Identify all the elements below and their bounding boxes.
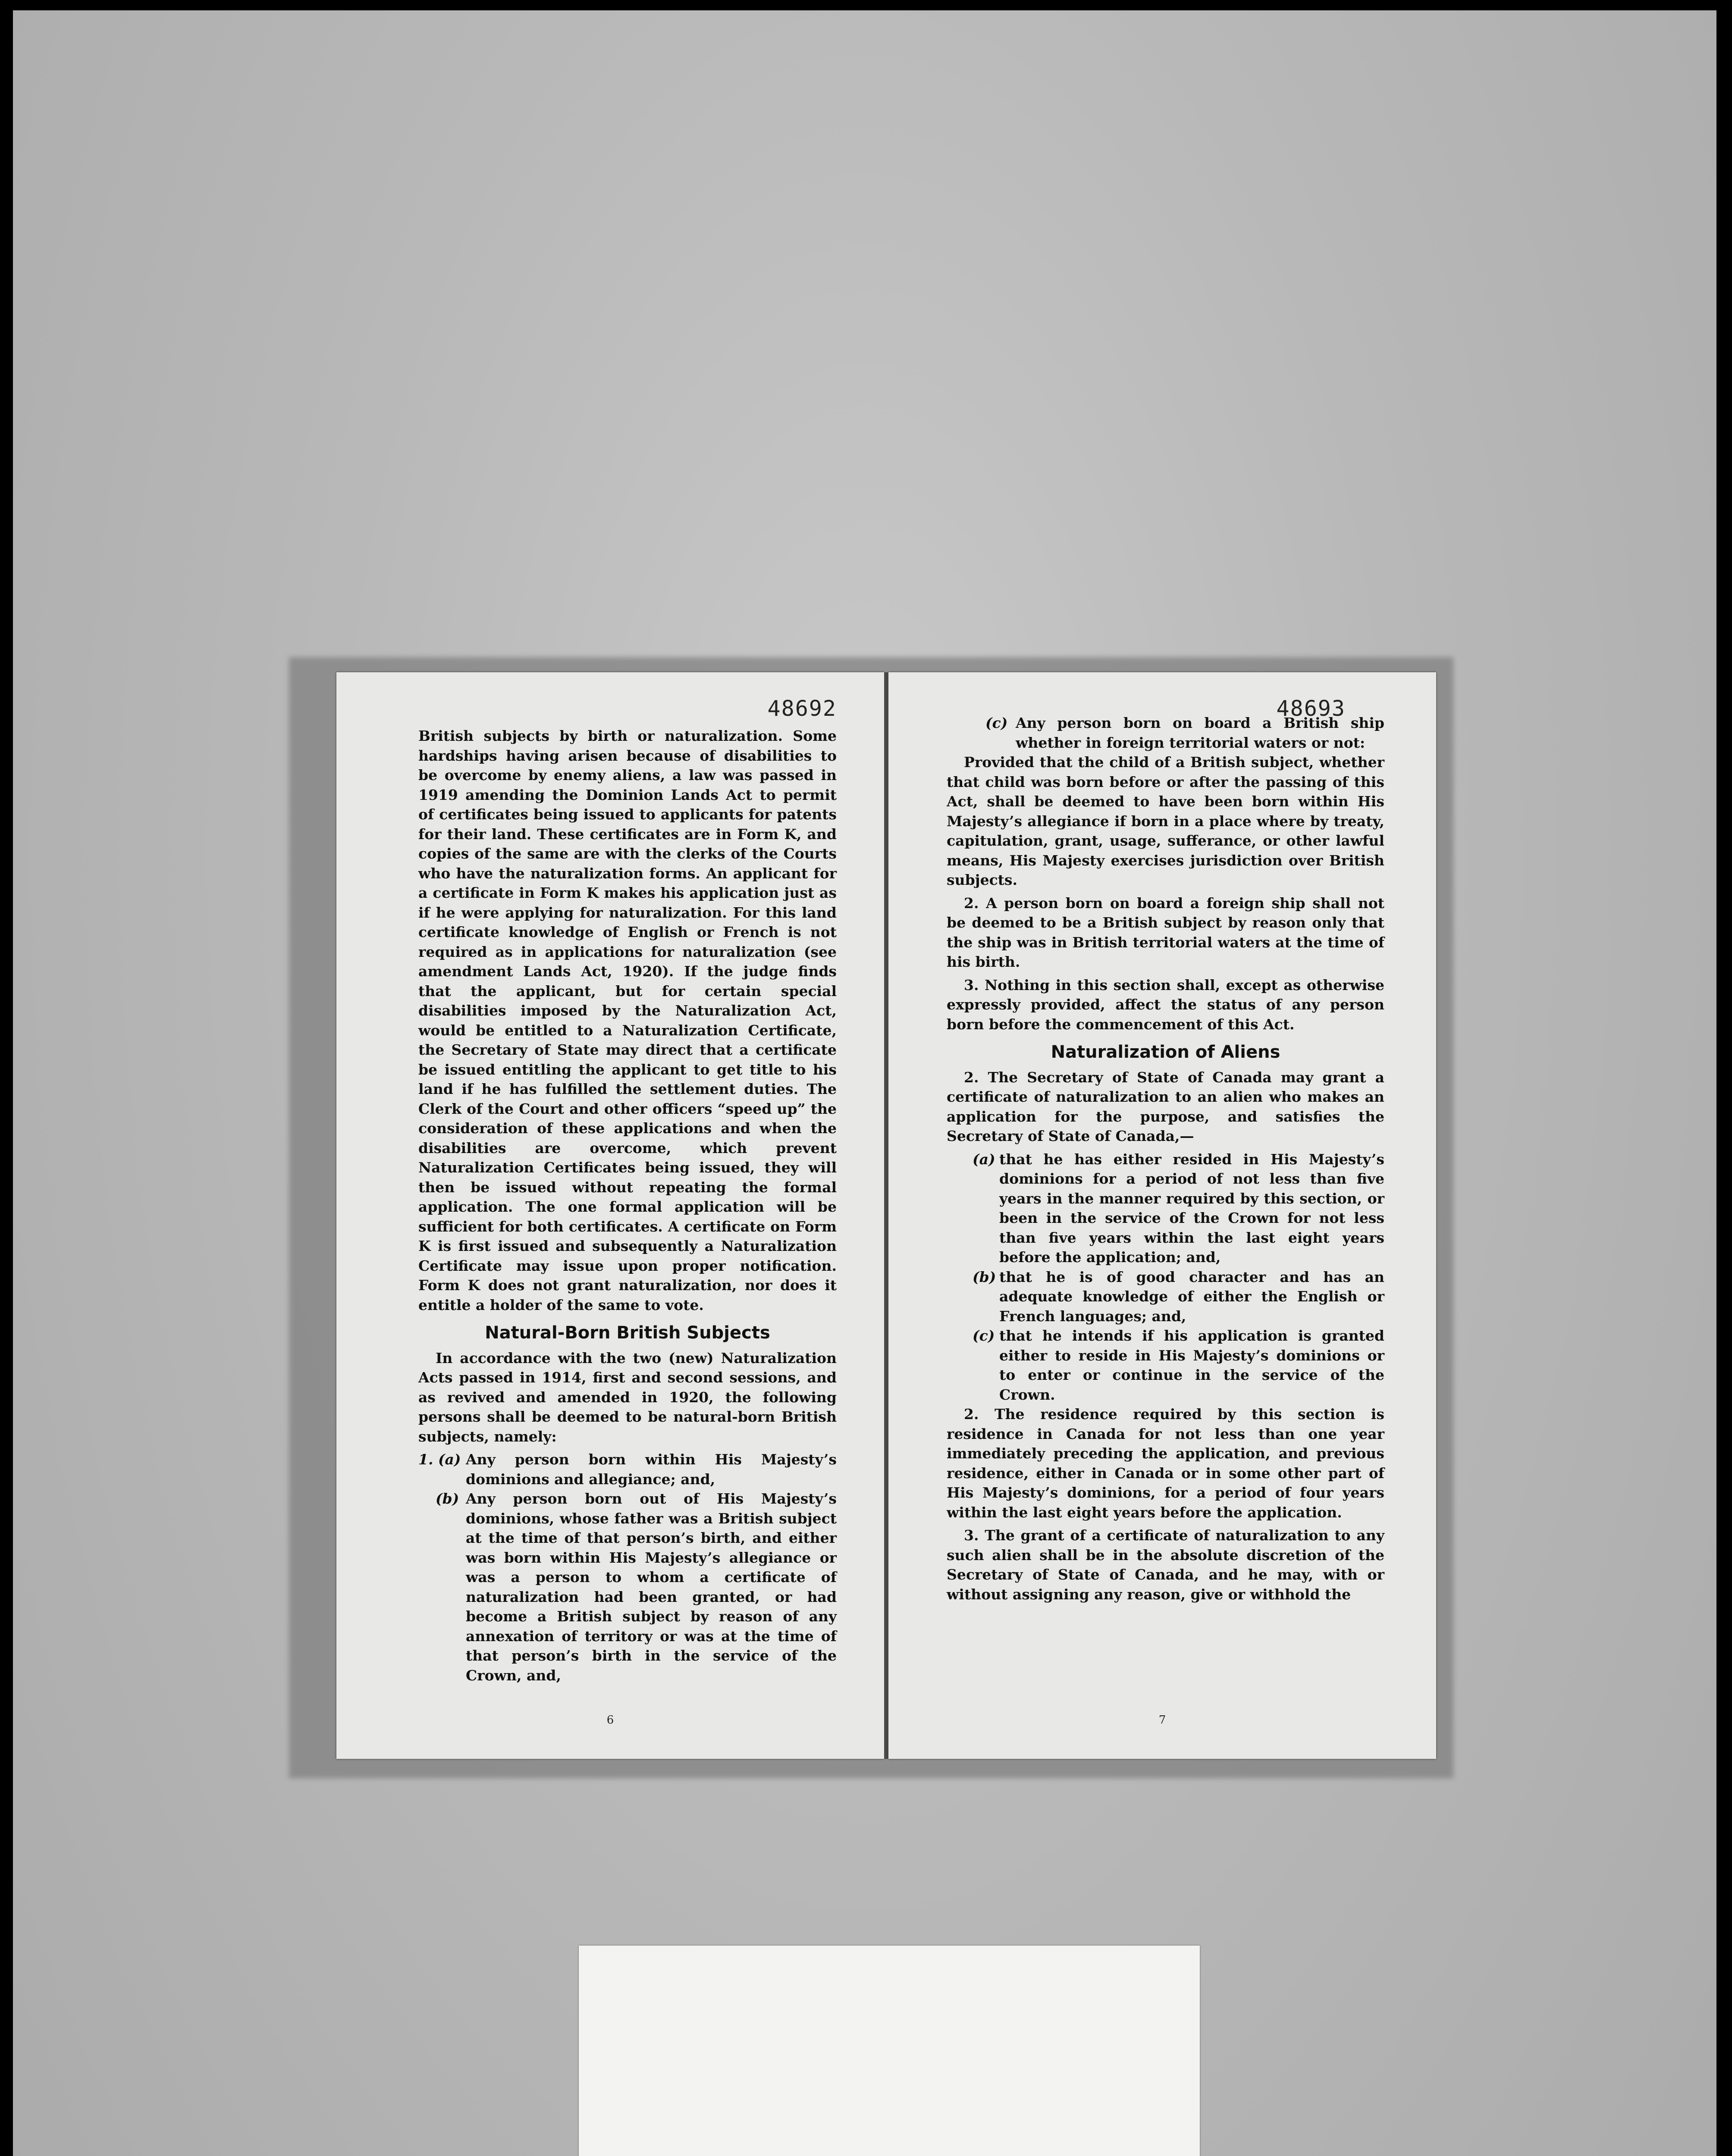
- clause-a: [418, 1450, 837, 1489]
- folio-right: 7: [1158, 1714, 1166, 1727]
- clause-text: Any person born within His Majesty’s dominions and allegiance; and,: [466, 1451, 837, 1488]
- condition-b: [973, 1267, 1384, 1326]
- section-2-intro: 2. The Secretary of State of Canada may grant a certificate of naturalization to an alien who makes an application for the purpose, and satisfies the Secretary of State of Canada,—: [947, 1069, 1384, 1144]
- clause-marker: (b): [973, 1268, 996, 1285]
- clause-marker: (b): [436, 1490, 459, 1507]
- proviso-paragraph: Provided that the child of a British subject, whether that child was born before or after the passing of this Act, shall be deemed to have been born within His Majesty’s allegiance if born in a place where by treaty, capitulation, grant, usage, sufferance, or other lawful means, His Majesty exercises jurisdiction over British subjects.: [947, 754, 1384, 888]
- section-heading: Natural-Born British Subjects: [485, 1323, 770, 1343]
- conditions-list: [947, 1150, 1384, 1405]
- section-heading: Naturalization of Aliens: [1051, 1042, 1280, 1062]
- clause-marker: (c): [973, 1327, 995, 1344]
- photo-frame: [13, 10, 1716, 2156]
- right-page-text: [947, 713, 1384, 1608]
- intro-paragraph: In accordance with the two (new) Naturalization Acts passed in 1914, first and second sessions, and as revived and amended in 1920, the following persons shall be deemed to be natural-born British subjects, namely:: [418, 1349, 837, 1445]
- clause-marker: 1. (a): [418, 1451, 461, 1468]
- right-page: [888, 672, 1436, 1759]
- clause-marker: (a): [973, 1150, 995, 1168]
- clause-text: that he intends if his application is granted either to reside in His Majesty’s dominions or to enter or continue in the service of the Crown.: [999, 1327, 1384, 1403]
- left-page: [336, 672, 884, 1759]
- clause-b: [418, 1489, 837, 1685]
- clause-text: Any person born on board a British ship whether in foreign territorial waters or not:: [1016, 714, 1384, 751]
- clause-marker: (c): [985, 714, 1008, 731]
- clause-text: Any person born out of His Majesty’s dominions, whose father was a British subject at the time of that person’s birth, and either was born within His Majesty’s allegiance or was a person to whom a certificate of naturalization had been granted, or had become a British subject by reason of any annexation of territory or was at the time of that person’s birth in the service of the Crown, and,: [466, 1490, 837, 1684]
- paragraph-3: 3. Nothing in this section shall, except as otherwise expressly provided, affect the status of any person born before the commencement of this Act.: [947, 976, 1384, 1033]
- left-page-text: [418, 726, 837, 1685]
- condition-a: [973, 1150, 1384, 1267]
- paragraph-2: 2. A person born on board a foreign ship shall not be deemed to be a British subject by reason only that the ship was in British territorial waters at the time of his birth.: [947, 894, 1384, 970]
- opening-paragraph: British subjects by birth or naturalization. Some hardships having arisen because of disabilities to be overcome by enemy aliens, a law was passed in 1919 amending the Dominion Lands Act to permit of certificates being issued to applicants for patents for their land. These certificates are in Form K, and copies of the same are with the clerks of the Courts who have the naturalization forms. An applicant for a certificate in Form K makes his application just as if he were applying for naturalization. For this land certificate knowledge of English or French is not required as in applications for naturalization (see amendment Lands Act, 1920). If the judge finds that the applicant, but for certain special disabilities imposed by the Naturalization Act, would be entitled to a Naturalization Certificate, the Secretary of State may direct that a certificate be issued entitling the applicant to get title to his land if he has fulfilled the settlement duties. The Clerk of the Court and other officers “speed up” the consideration of these applications and when the disabilities are overcome, which prevent Naturalization Certificates being issued, they will then be issued without repeating the formal application. The one formal application will be sufficient for both certificates. A certificate on Form K is first issued and subsequently a Naturalization Certificate may issue upon proper notification. Form K does not grant naturalization, nor does it entitle a holder of the same to vote.: [418, 727, 837, 1313]
- folio-left: 6: [606, 1714, 614, 1727]
- right-stamp-number: 48693: [1276, 696, 1346, 721]
- section-2-paragraph-3: 3. The grant of a certificate of naturalization to any such alien shall be in the absolute discretion of the Secretary of State of Canada, and he may, with or without assigning any reason, give or withhold the: [947, 1527, 1384, 1603]
- left-stamp-number: 48692: [767, 696, 837, 721]
- label-card: [579, 1946, 1200, 2156]
- section-2-paragraph-2: 2. The residence required by this section is residence in Canada for not less than one year immediately preceding the application, and previous residence, either in Canada or in some other part of His Majesty’s dominions, for a period of four years within the last eight years before the application.: [947, 1406, 1384, 1521]
- clause-text: that he is of good character and has an adequate knowledge of either the English or French languages; and,: [999, 1268, 1384, 1325]
- condition-c: [973, 1326, 1384, 1404]
- clause-text: that he has either resided in His Majesty’s dominions for a period of not less than five years in the manner required by this section, or been in the service of the Crown for not less than five years within the last eight years before the application; and,: [999, 1150, 1384, 1266]
- clause-c: [947, 713, 1384, 752]
